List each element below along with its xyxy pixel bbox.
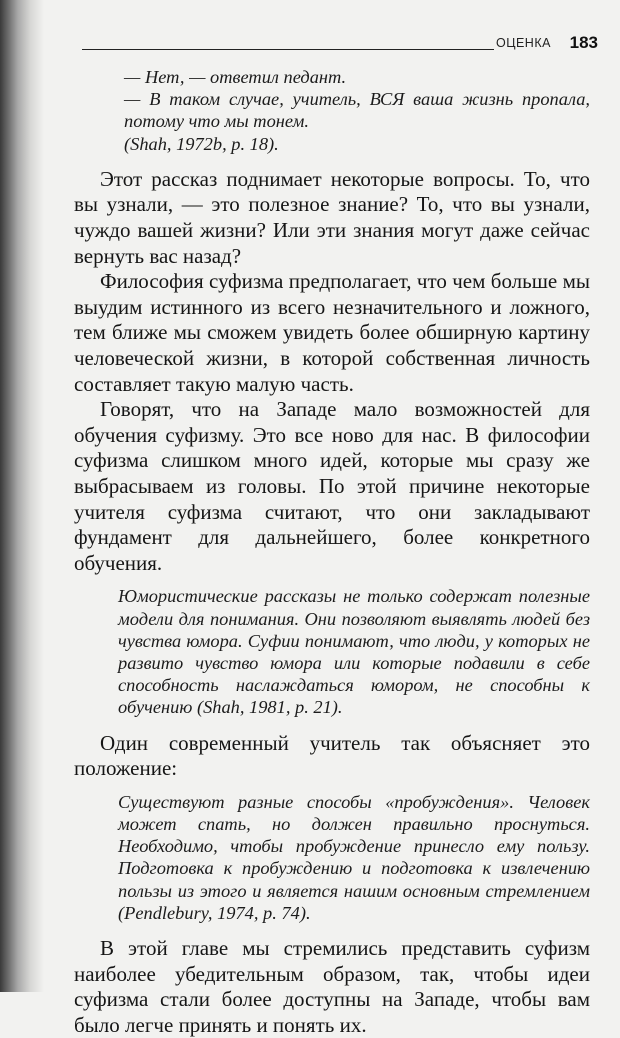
- quote-line: — В таком случае, учитель, ВСЯ ваша жизнь пропала, потому что мы тонем.: [124, 89, 590, 132]
- paragraph: Говорят, что на Западе мало возможностей для обучения суфизму. Это все ново для нас. В философии суфизма слишком много идей, которые мы сразу же выбрасываем из головы. По этой причине некоторые учителя суфизма считают, что они закладывают фундамент для дальнейшего, более конкретного обучения.: [74, 397, 590, 575]
- running-header: [82, 34, 600, 56]
- quote-line: — Нет, — ответил педант.: [124, 67, 347, 87]
- quote-text: Существуют разные способы «пробуждения». Человек может спать, но должен правильно проснуться. Необходимо, чтобы пробуждение принесло ему пользу. Подготовка к пробуждению и подготовка к извлечению пользы из этого и является нашим основным стремлением (Pendlebury, 1974, p. 74).: [118, 791, 590, 923]
- paragraph: Один современный учитель так объясняет это положение:: [74, 730, 590, 781]
- paragraph: Этот рассказ поднимает некоторые вопросы. То, что вы узнали, — это полезное знание? То, что вы узнали, чуждо вашей жизни? Или эти знания могут даже сейчас вернуть вас назад?: [74, 166, 590, 268]
- opening-quote: [124, 66, 590, 155]
- quote-citation: (Shah, 1972b, p. 18).: [124, 133, 279, 154]
- page-number: 183: [569, 33, 598, 52]
- header-rule: [82, 49, 494, 50]
- book-spine-shadow: [0, 0, 44, 992]
- block-quote-awakening: [118, 791, 590, 924]
- paragraph: В этой главе мы стремились представить суфизм наиболее убедительным образом, так, чтобы идеи суфизма стали более доступны на Западе, чтобы вам было легче принять и понять их.: [74, 935, 590, 1037]
- section-title: ОЦЕНКА: [496, 36, 551, 50]
- paragraph: Философия суфизма предполагает, что чем больше мы выудим истинного из всего незначительного и ложного, тем ближе мы сможем увидеть более обширную картину человеческой жизни, в которой собственная личность составляет такую малую часть.: [74, 269, 590, 396]
- quote-text: Юмористические рассказы не только содержат полезные модели для понимания. Они позволяют выявлять людей без чувства юмора. Суфии понимают, что люди, у которых не развито чувство юмора или которые подавили в себе способность наслаждаться юмором, не способны к обучению (Shah, 1981, p. 21).: [118, 586, 590, 718]
- page-body: [74, 66, 590, 1038]
- block-quote-humor: [118, 585, 590, 718]
